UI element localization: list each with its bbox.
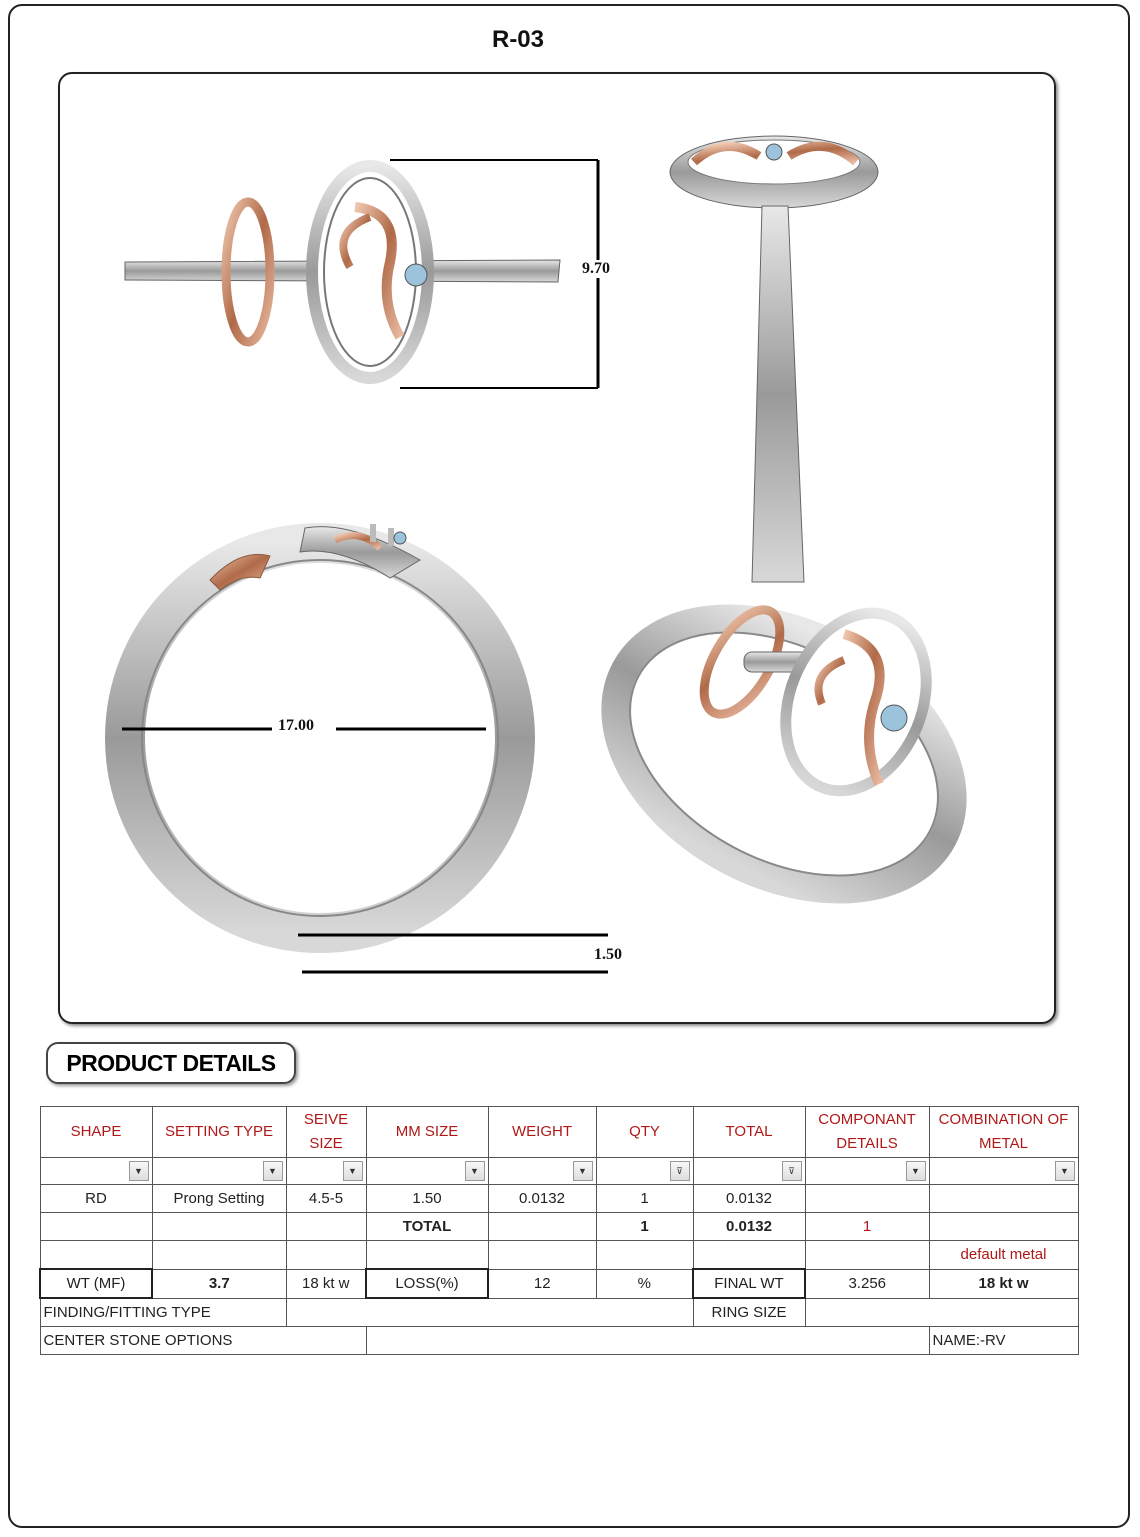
filter-dropdown-icon[interactable]: ▼ bbox=[465, 1161, 485, 1181]
filter-active-icon[interactable]: ⊽ bbox=[670, 1161, 690, 1181]
center-stone-value bbox=[366, 1327, 929, 1355]
diameter-dimension-label: 17.00 bbox=[278, 717, 314, 734]
cell-weight: 0.0132 bbox=[488, 1185, 596, 1213]
finding-row bbox=[40, 1298, 1078, 1327]
metal-row bbox=[40, 1241, 1078, 1270]
wt-mf-value: 3.7 bbox=[152, 1269, 286, 1298]
total-weight: 0.0132 bbox=[693, 1213, 805, 1241]
header-combination-of-metal: COMBINATION OF METAL bbox=[929, 1107, 1078, 1158]
ring-side-view bbox=[664, 126, 894, 586]
product-details-table bbox=[39, 1106, 1079, 1355]
header-componant-details: COMPONANT DETAILS bbox=[805, 1107, 929, 1158]
wt-mf-label: WT (MF) bbox=[40, 1269, 152, 1298]
filter-dropdown-icon[interactable]: ▼ bbox=[573, 1161, 593, 1181]
header-setting-type: SETTING TYPE bbox=[152, 1107, 286, 1158]
finding-type-value bbox=[286, 1298, 693, 1327]
header-weight: WEIGHT bbox=[488, 1107, 596, 1158]
filter-dropdown-icon[interactable]: ▼ bbox=[263, 1161, 283, 1181]
loss-percent: % bbox=[596, 1269, 693, 1298]
loss-value: 12 bbox=[488, 1269, 596, 1298]
finding-type-label: FINDING/FITTING TYPE bbox=[40, 1298, 286, 1327]
loss-label: LOSS(%) bbox=[366, 1269, 488, 1298]
product-details-heading: PRODUCT DETAILS bbox=[46, 1042, 296, 1084]
center-stone-label: CENTER STONE OPTIONS bbox=[40, 1327, 366, 1355]
cell-shape: RD bbox=[40, 1185, 152, 1213]
header-mm-size: MM SIZE bbox=[366, 1107, 488, 1158]
total-label: TOTAL bbox=[366, 1213, 488, 1241]
cell-qty: 1 bbox=[596, 1185, 693, 1213]
weight-row bbox=[40, 1269, 1078, 1298]
thickness-dimension-label: 1.50 bbox=[594, 946, 622, 963]
height-dimension-label: 9.70 bbox=[582, 260, 610, 277]
header-seive-size: SEIVE SIZE bbox=[286, 1107, 366, 1158]
total-row bbox=[40, 1213, 1078, 1241]
total-componant: 1 bbox=[805, 1213, 929, 1241]
filter-dropdown-icon[interactable]: ▼ bbox=[129, 1161, 149, 1181]
default-metal-label: default metal bbox=[929, 1241, 1078, 1270]
ring-size-label: RING SIZE bbox=[693, 1298, 805, 1327]
thickness-dimension-line bbox=[298, 932, 618, 978]
ring-perspective-view bbox=[594, 594, 984, 934]
combination-value: 18 kt w bbox=[929, 1269, 1078, 1298]
cell-mm: 1.50 bbox=[366, 1185, 488, 1213]
header-qty: QTY bbox=[596, 1107, 693, 1158]
render-frame bbox=[58, 72, 1056, 1024]
filter-dropdown-icon[interactable]: ▼ bbox=[1055, 1161, 1075, 1181]
center-stone-row bbox=[40, 1327, 1078, 1355]
name-label: NAME:-RV bbox=[929, 1327, 1078, 1355]
cell-seive: 4.5-5 bbox=[286, 1185, 366, 1213]
filter-dropdown-icon[interactable]: ▼ bbox=[343, 1161, 363, 1181]
ring-size-value bbox=[805, 1298, 1078, 1327]
filter-row bbox=[40, 1158, 1078, 1185]
table-row bbox=[40, 1185, 1078, 1213]
header-total: TOTAL bbox=[693, 1107, 805, 1158]
filter-dropdown-icon[interactable]: ▼ bbox=[906, 1161, 926, 1181]
ring-front-view bbox=[90, 518, 550, 978]
cell-setting: Prong Setting bbox=[152, 1185, 286, 1213]
filter-active-icon[interactable]: ⊽ bbox=[782, 1161, 802, 1181]
final-wt-label: FINAL WT bbox=[693, 1269, 805, 1298]
header-shape: SHAPE bbox=[40, 1107, 152, 1158]
final-wt-value: 3.256 bbox=[805, 1269, 929, 1298]
total-qty: 1 bbox=[596, 1213, 693, 1241]
table-header-row bbox=[40, 1107, 1078, 1158]
doc-title: R-03 bbox=[491, 26, 545, 53]
cell-total: 0.0132 bbox=[693, 1185, 805, 1213]
karat-value: 18 kt w bbox=[286, 1269, 366, 1298]
